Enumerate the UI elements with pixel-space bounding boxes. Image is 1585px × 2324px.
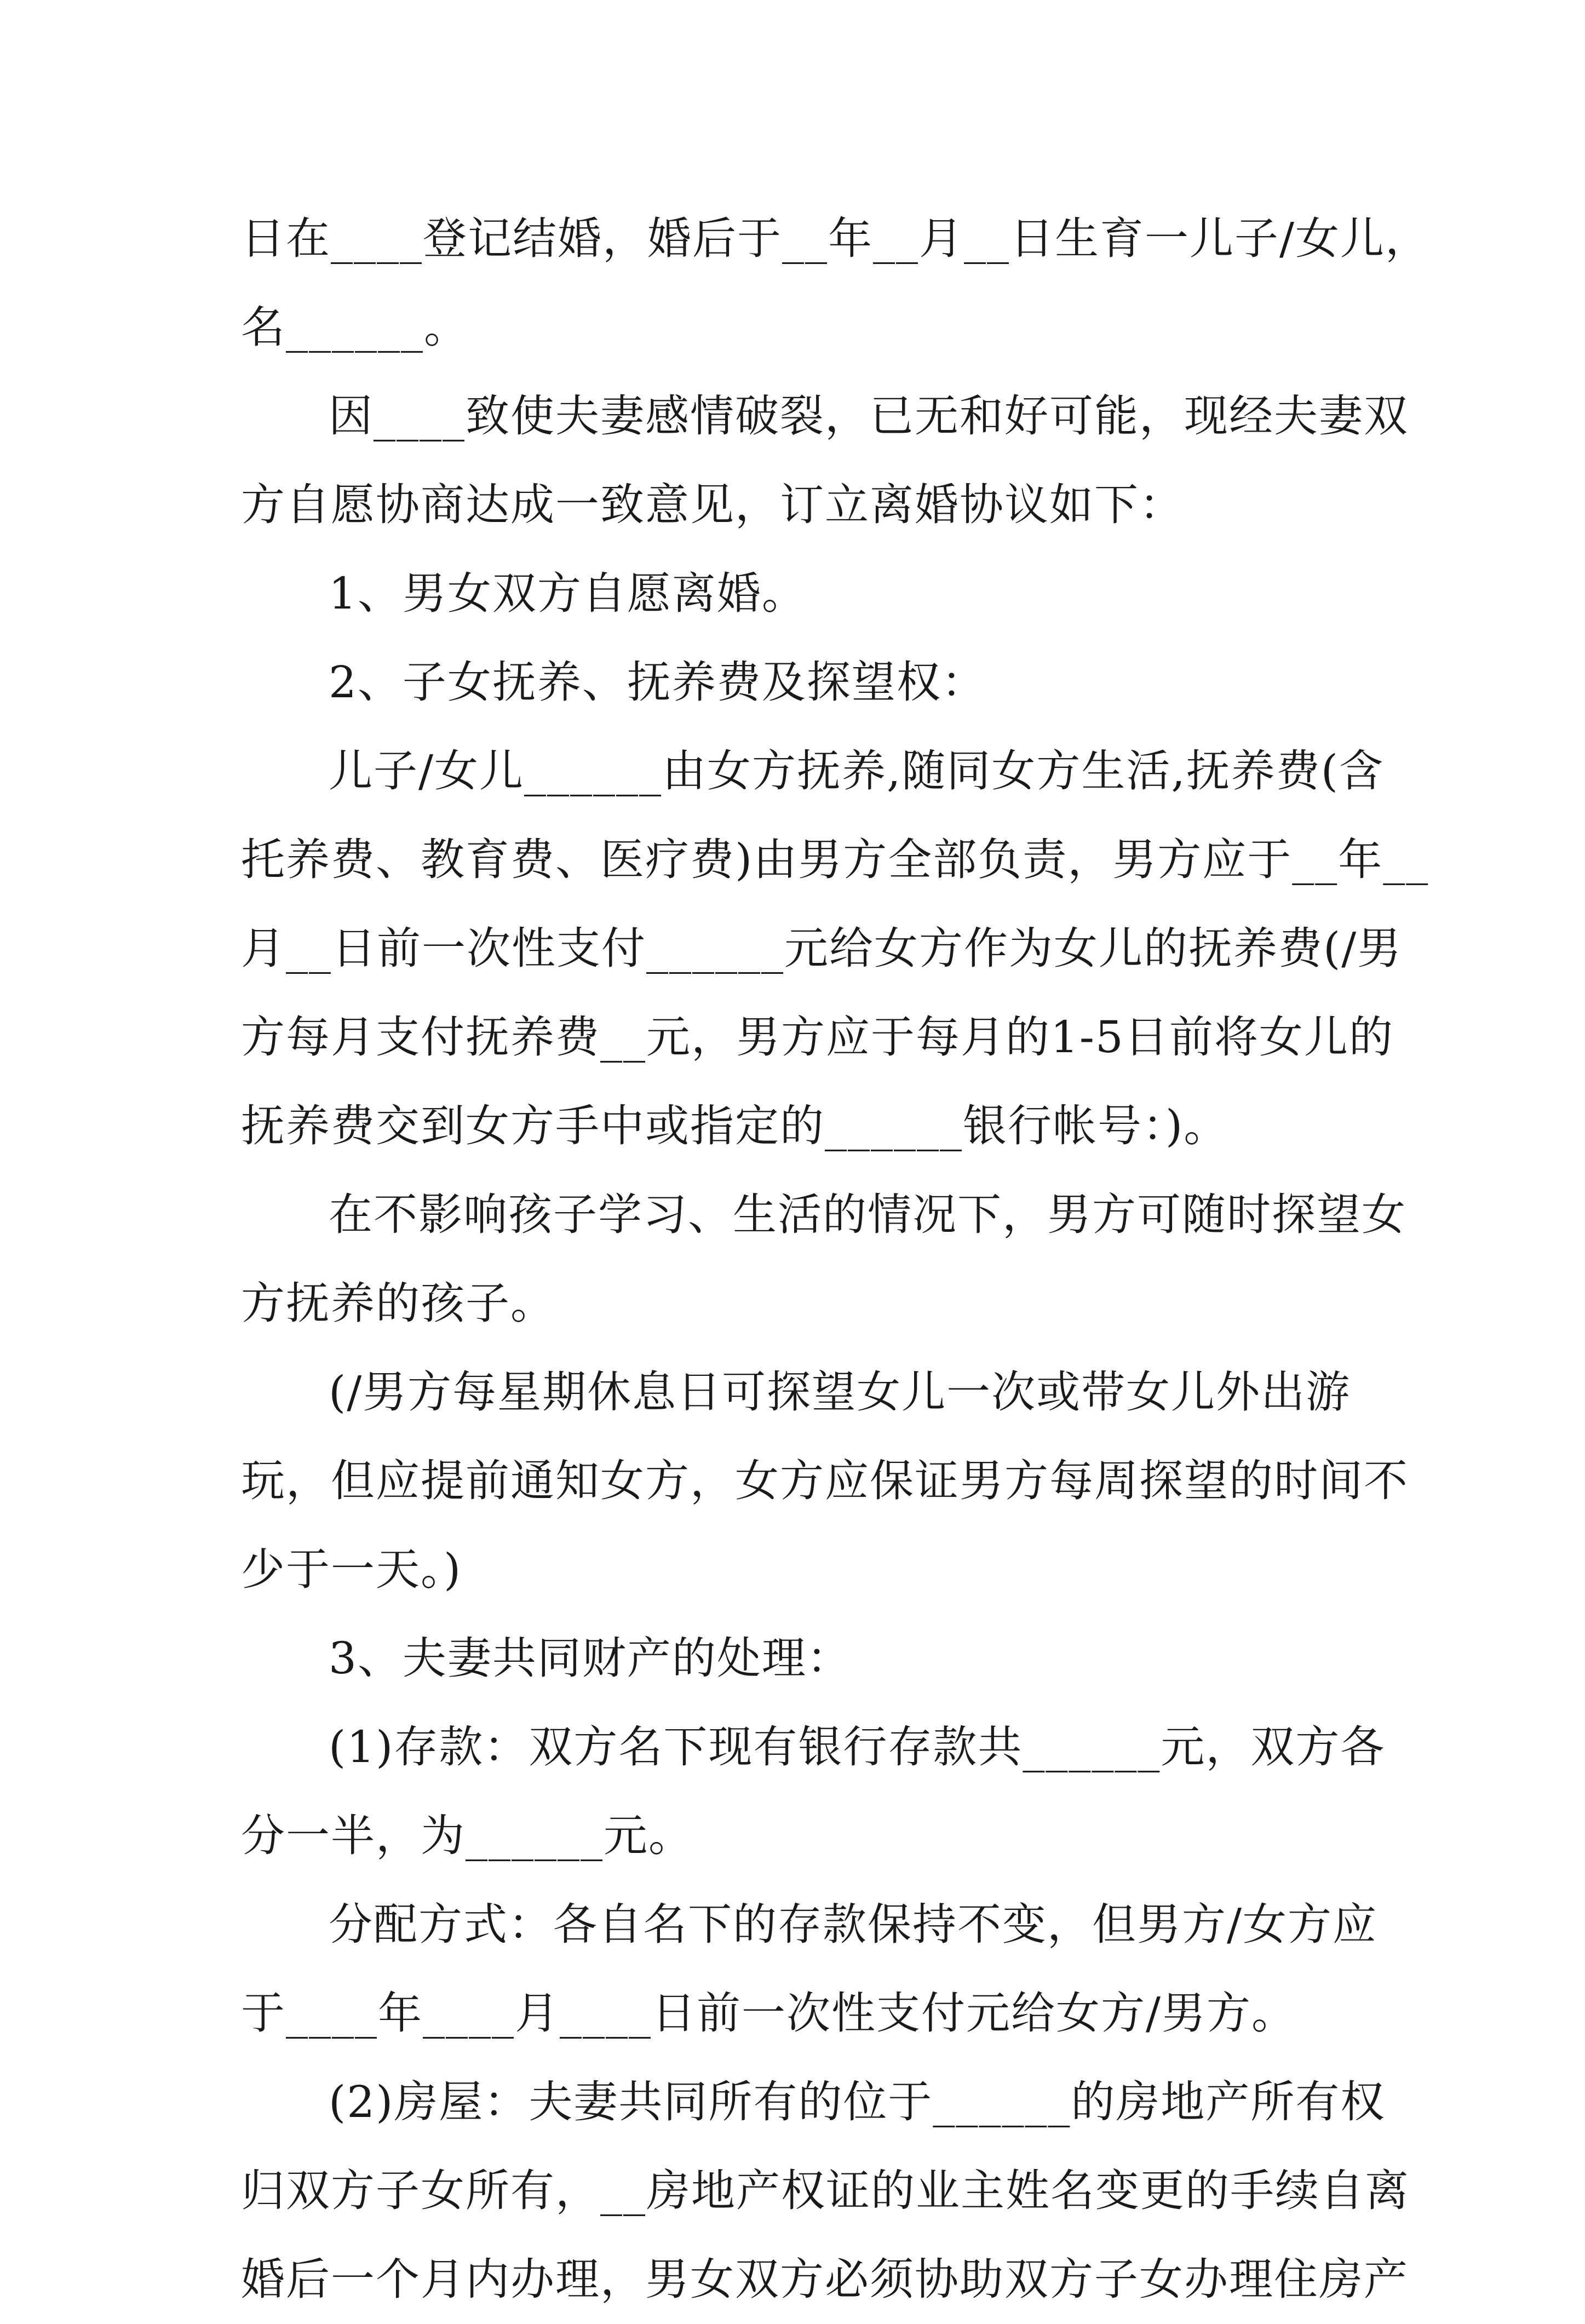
paragraph-line: 方自愿协商达成一致意见，订立离婚协议如下： [241,479,1184,530]
paragraph-line: 抚养费交到女方手中或指定的______银行帐号：)。 [241,1100,1229,1151]
paragraph-line: (1)存款：双方名下现有银行存款共______元，双方各 [329,1722,1386,1772]
paragraph-line: (/男方每星期休息日可探望女儿一次或带女儿外出游 [329,1367,1351,1418]
paragraph-line: 分配方式：各自名下的存款保持不变，但男方/女方应 [329,1899,1377,1950]
paragraph-line: 婚后一个月内办理，男女双方必须协助双方子女办理住房产 [241,2254,1409,2305]
paragraph-line: 归双方子女所有，__房地产权证的业主姓名变更的手续自离 [241,2165,1410,2216]
paragraph-line: 在不影响孩子学习、生活的情况下，男方可随时探望女 [329,1189,1406,1240]
paragraph-line: 于____年____月____日前一次性支付元给女方/男方。 [241,1988,1296,2039]
paragraph-line: 分一半，为______元。 [241,1810,693,1861]
paragraph-line: 名______。 [241,302,469,353]
paragraph-line: 因____致使夫妻感情破裂，已无和好可能，现经夫妻双 [329,391,1409,441]
paragraph-line: 月__日前一次性支付______元给女方作为女儿的抚养费(/男 [241,923,1403,974]
paragraph-line: (2)房屋：夫妻共同所有的位于______的房地产所有权 [329,2076,1386,2127]
paragraph-line: 玩，但应提前通知女方，女方应保证男方每周探望的时间不 [241,1455,1409,1506]
paragraph-line: 少于一天。) [241,1544,462,1595]
document-body [241,194,1430,2324]
paragraph-line: 方抚养的孩子。 [241,1278,555,1329]
paragraph-line: 日在____登记结婚，婚后于__年__月__日生育一儿子/女儿， [241,213,1430,264]
clause-heading: 2、子女抚养、抚养费及探望权： [329,657,986,708]
paragraph-line: 儿子/女儿______由女方抚养,随同女方生活,抚养费(含 [329,745,1385,796]
clause-heading: 3、夫妻共同财产的处理： [329,1633,852,1684]
paragraph-line: 托养费、教育费、医疗费)由男方全部负责，男方应于__年__ [241,834,1429,885]
clause-heading: 1、男女双方自愿离婚。 [329,568,807,619]
paragraph-line: 方每月支付抚养费__元，男方应于每月的1-5日前将女儿的 [241,1012,1394,1063]
